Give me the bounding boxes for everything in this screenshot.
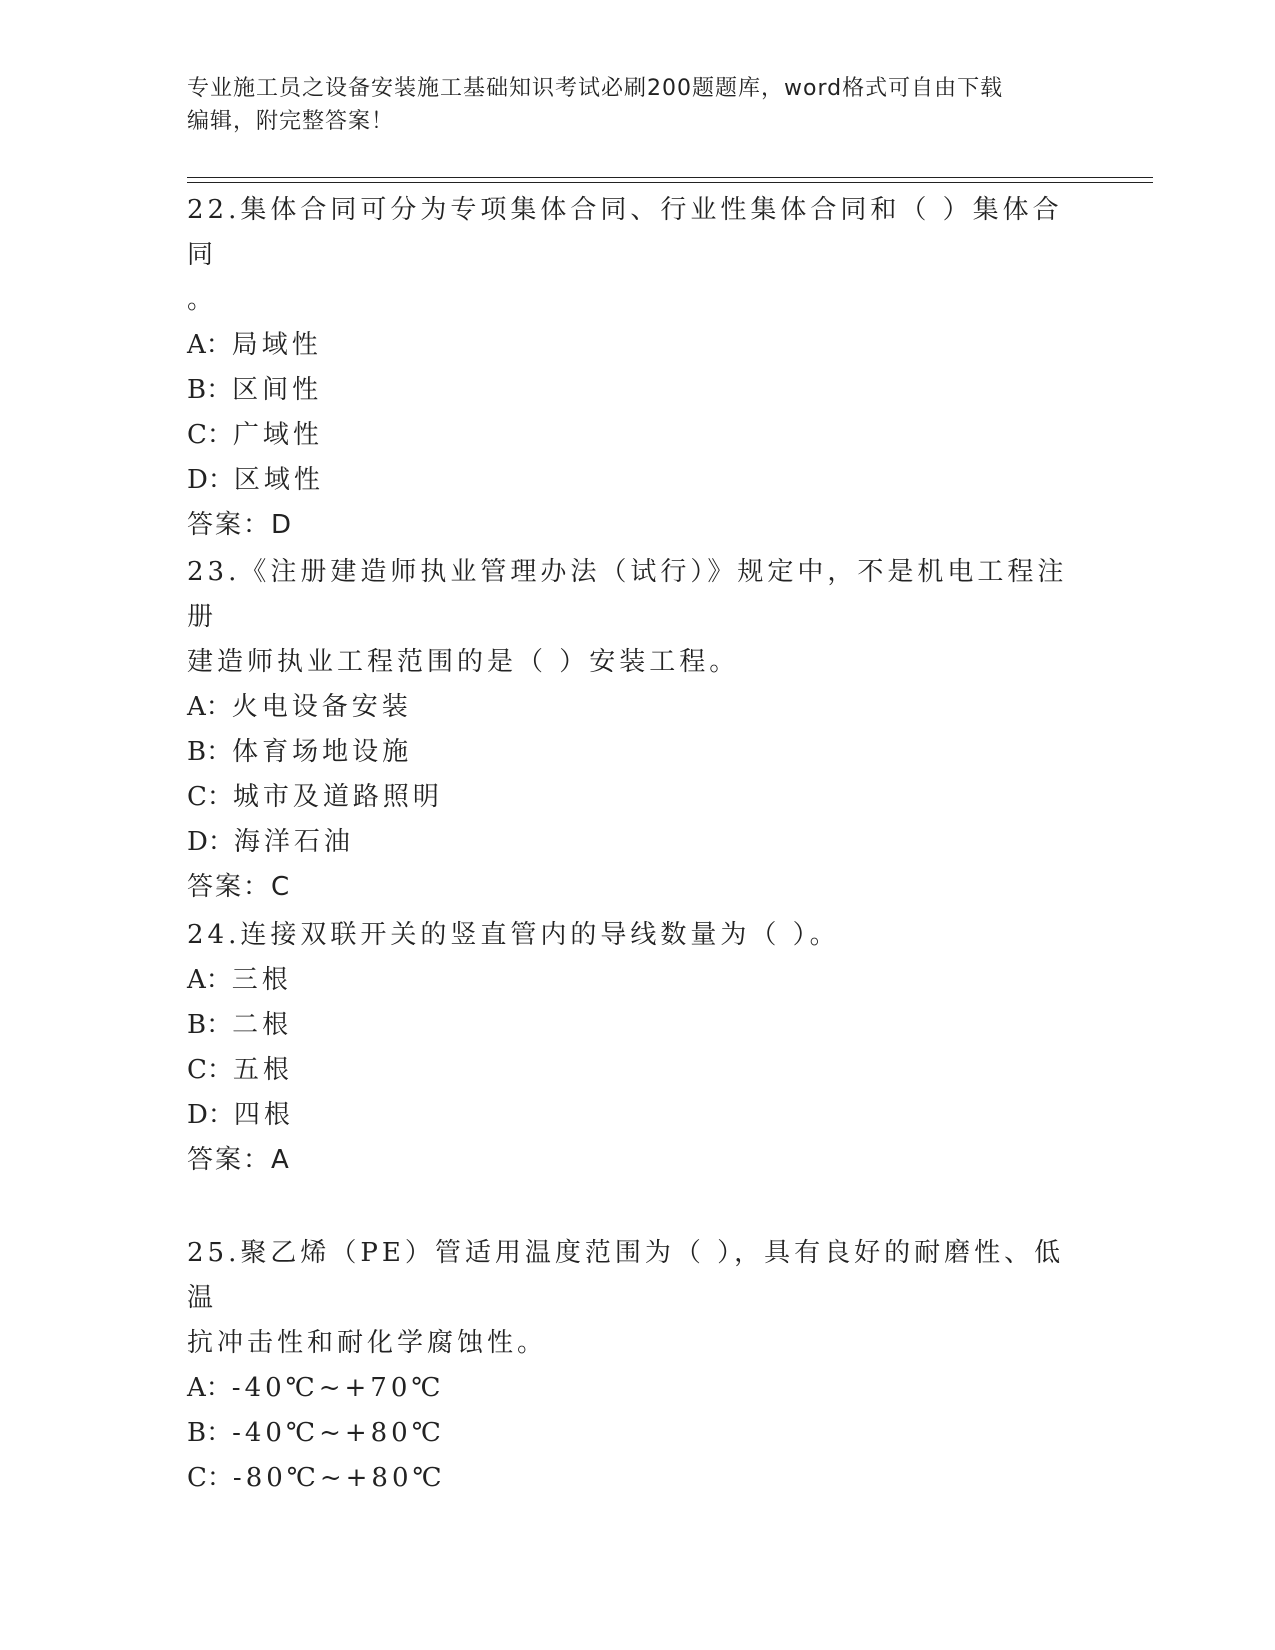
question-stem-line: 22.集体合同可分为专项集体合同、行业性集体合同和（ ）集体合同 <box>187 195 1063 270</box>
question-25 <box>187 1231 1087 1501</box>
option-key: B： <box>187 1010 233 1040</box>
answer-line: 答案：D <box>187 510 294 540</box>
option-key: D： <box>187 465 234 495</box>
option-text: 城市及道路照明 <box>232 782 443 812</box>
option-key: B： <box>187 737 233 767</box>
option-text: 区域性 <box>233 465 324 495</box>
option-a <box>187 1366 1087 1411</box>
option-text: 广域性 <box>232 420 323 450</box>
answer-line: 答案：C <box>187 872 292 902</box>
header-divider-bottom <box>187 182 1153 183</box>
option-c <box>187 1048 1087 1093</box>
option-d <box>187 820 1087 865</box>
option-key: A： <box>187 1373 232 1403</box>
document-header <box>187 72 1067 138</box>
question-stem-line: 25.聚乙烯（PE）管适用温度范围为（ ），具有良好的耐磨性、低温 <box>187 1238 1065 1313</box>
option-key: A： <box>187 692 232 722</box>
header-line-2: 编辑，附完整答案！ <box>187 109 395 134</box>
option-text: -40℃~+70℃ <box>231 1373 445 1403</box>
option-key: A： <box>187 330 232 360</box>
header-divider-top <box>187 177 1153 178</box>
option-b <box>187 1411 1087 1456</box>
option-text: 三根 <box>231 965 292 995</box>
option-c <box>187 1456 1087 1501</box>
question-24 <box>187 913 1087 1183</box>
option-text: 火电设备安装 <box>231 692 412 722</box>
option-key: C： <box>187 420 233 450</box>
option-text: 体育场地设施 <box>232 737 413 767</box>
option-text: 四根 <box>233 1100 294 1130</box>
option-a <box>187 685 1087 730</box>
header-line-1: 专业施工员之设备安装施工基础知识考试必刷200题题库，word格式可自由下载 <box>187 76 1004 101</box>
option-text: -80℃~+80℃ <box>232 1463 446 1493</box>
question-stem-line: 23.《注册建造师执业管理办法（试行）》规定中，不是机电工程注册 <box>187 557 1068 632</box>
question-stem-line: 建造师执业工程范围的是（ ）安装工程。 <box>187 647 740 677</box>
option-text: -40℃~+80℃ <box>232 1418 445 1448</box>
question-stem-line: 。 <box>187 285 218 315</box>
question-23 <box>187 550 1087 910</box>
question-stem-line: 24.连接双联开关的竖直管内的导线数量为（ ）。 <box>187 920 840 950</box>
answer-line: 答案：A <box>187 1145 291 1175</box>
option-b <box>187 730 1087 775</box>
option-key: B： <box>187 375 233 405</box>
option-key: C： <box>187 1055 233 1085</box>
option-a <box>187 323 1087 368</box>
question-22 <box>187 188 1087 548</box>
option-text: 区间性 <box>232 375 323 405</box>
option-text: 局域性 <box>231 330 322 360</box>
option-text: 二根 <box>232 1010 293 1040</box>
question-stem-line: 抗冲击性和耐化学腐蚀性。 <box>187 1328 548 1358</box>
option-key: D： <box>187 827 234 857</box>
option-b <box>187 368 1087 413</box>
option-b <box>187 1003 1087 1048</box>
option-c <box>187 775 1087 820</box>
option-key: B： <box>187 1418 233 1448</box>
option-a <box>187 958 1087 1003</box>
option-key: D： <box>187 1100 234 1130</box>
option-key: C： <box>187 1463 233 1493</box>
option-c <box>187 413 1087 458</box>
option-text: 海洋石油 <box>233 827 354 857</box>
option-d <box>187 458 1087 503</box>
option-d <box>187 1093 1087 1138</box>
option-text: 五根 <box>232 1055 293 1085</box>
option-key: C： <box>187 782 233 812</box>
option-key: A： <box>187 965 232 995</box>
